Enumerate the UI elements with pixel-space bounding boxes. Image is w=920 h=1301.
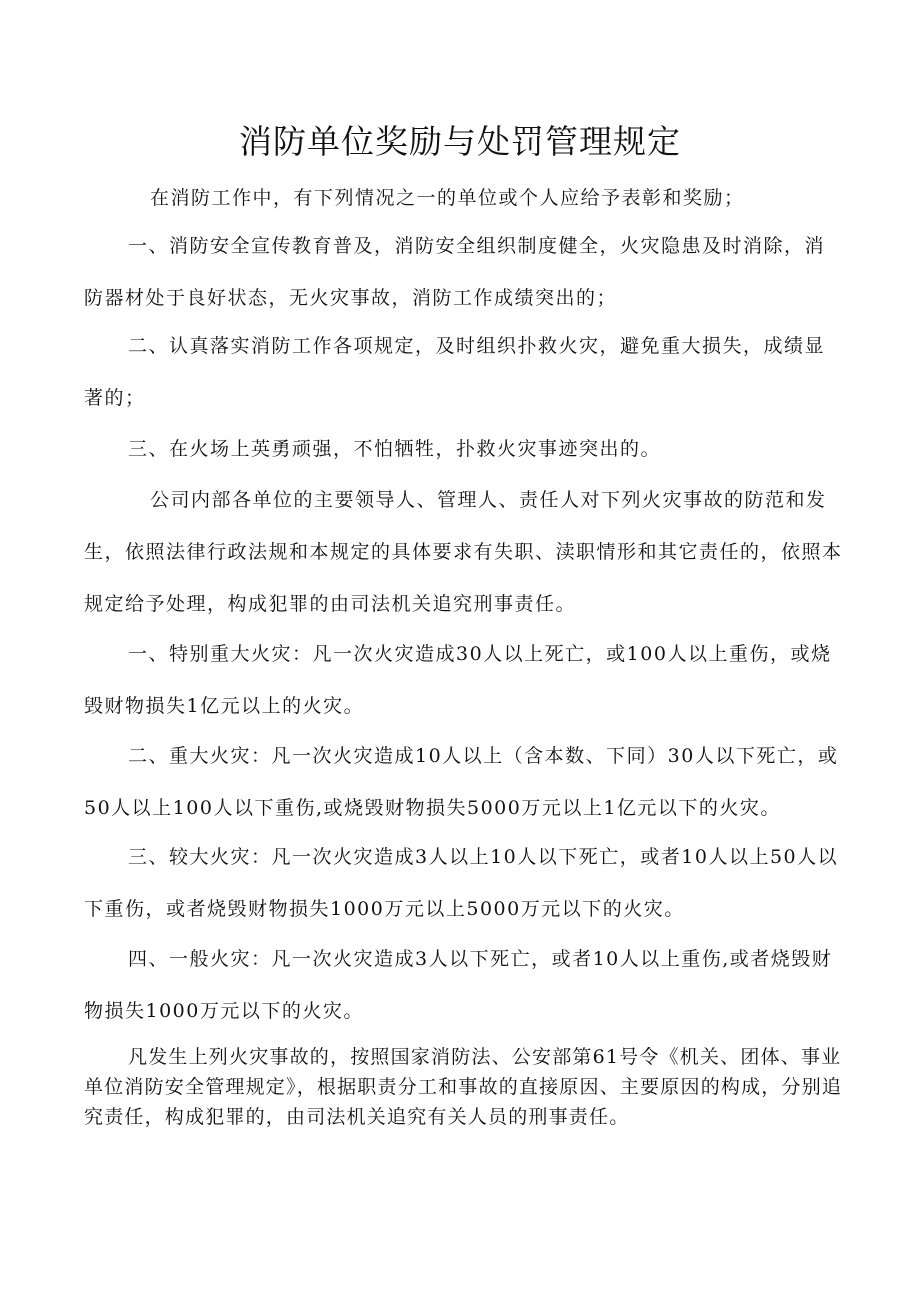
paragraph-fire-level-4: 四、一般火灾：凡一次火灾造成3人以下死亡，或者10人以上重伤,或者烧毁财物损失1000万元以下的火灾。 (84, 948, 833, 1022)
document-title: 消防单位奖励与处罚管理规定 (239, 122, 681, 161)
paragraph-accountability: 凡发生上列火灾事故的，按照国家消防法、公安部第61号令《机关、团体、事业单位消防安全管理规定》，根据职责分工和事故的直接原因、主要原因的构成，分别追究责任，构成犯罪的，由司法机关追究有关人员的刑事责任。 (84, 1046, 843, 1128)
paragraph-fire-level-3: 三、较大火灾：凡一次火灾造成3人以上10人以下死亡，或者10人以上50人以下重伤，或者烧毁财物损失1000万元以上5000万元以下的火灾。 (84, 846, 839, 920)
paragraph-reward-item-2: 二、认真落实消防工作各项规定，及时组织扑救火灾，避免重大损失，成绩显著的； (84, 335, 826, 409)
paragraph-fire-level-1: 一、特别重大火灾：凡一次火灾造成30人以上死亡，或100人以上重伤，或烧毁财物损失1亿元以上的火灾。 (84, 643, 832, 717)
paragraph-intro-penalties: 公司内部各单位的主要领导人、管理人、责任人对下列火灾事故的防范和发生，依照法律行政法规和本规定的具体要求有失职、渎职情形和其它责任的，依照本规定给予处理，构成犯罪的由司法机关追究刑事责任。 (84, 489, 843, 615)
paragraph-reward-item-1: 一、消防安全宣传教育普及，消防安全组织制度健全，火灾隐患及时消除，消防器材处于良好状态，无火灾事故，消防工作成绩突出的； (84, 235, 826, 309)
paragraph-intro-rewards: 在消防工作中，有下列情况之一的单位或个人应给予表彰和奖励； (150, 187, 745, 209)
paragraph-fire-level-2: 二、重大火灾：凡一次火灾造成10人以上（含本数、下同）30人以下死亡，或50人以上100人以下重伤,或烧毁财物损失5000万元以上1亿元以下的火灾。 (84, 745, 839, 819)
paragraph-reward-item-3: 三、在火场上英勇顽强，不怕牺牲，扑救火灾事迹突出的。 (128, 438, 662, 460)
